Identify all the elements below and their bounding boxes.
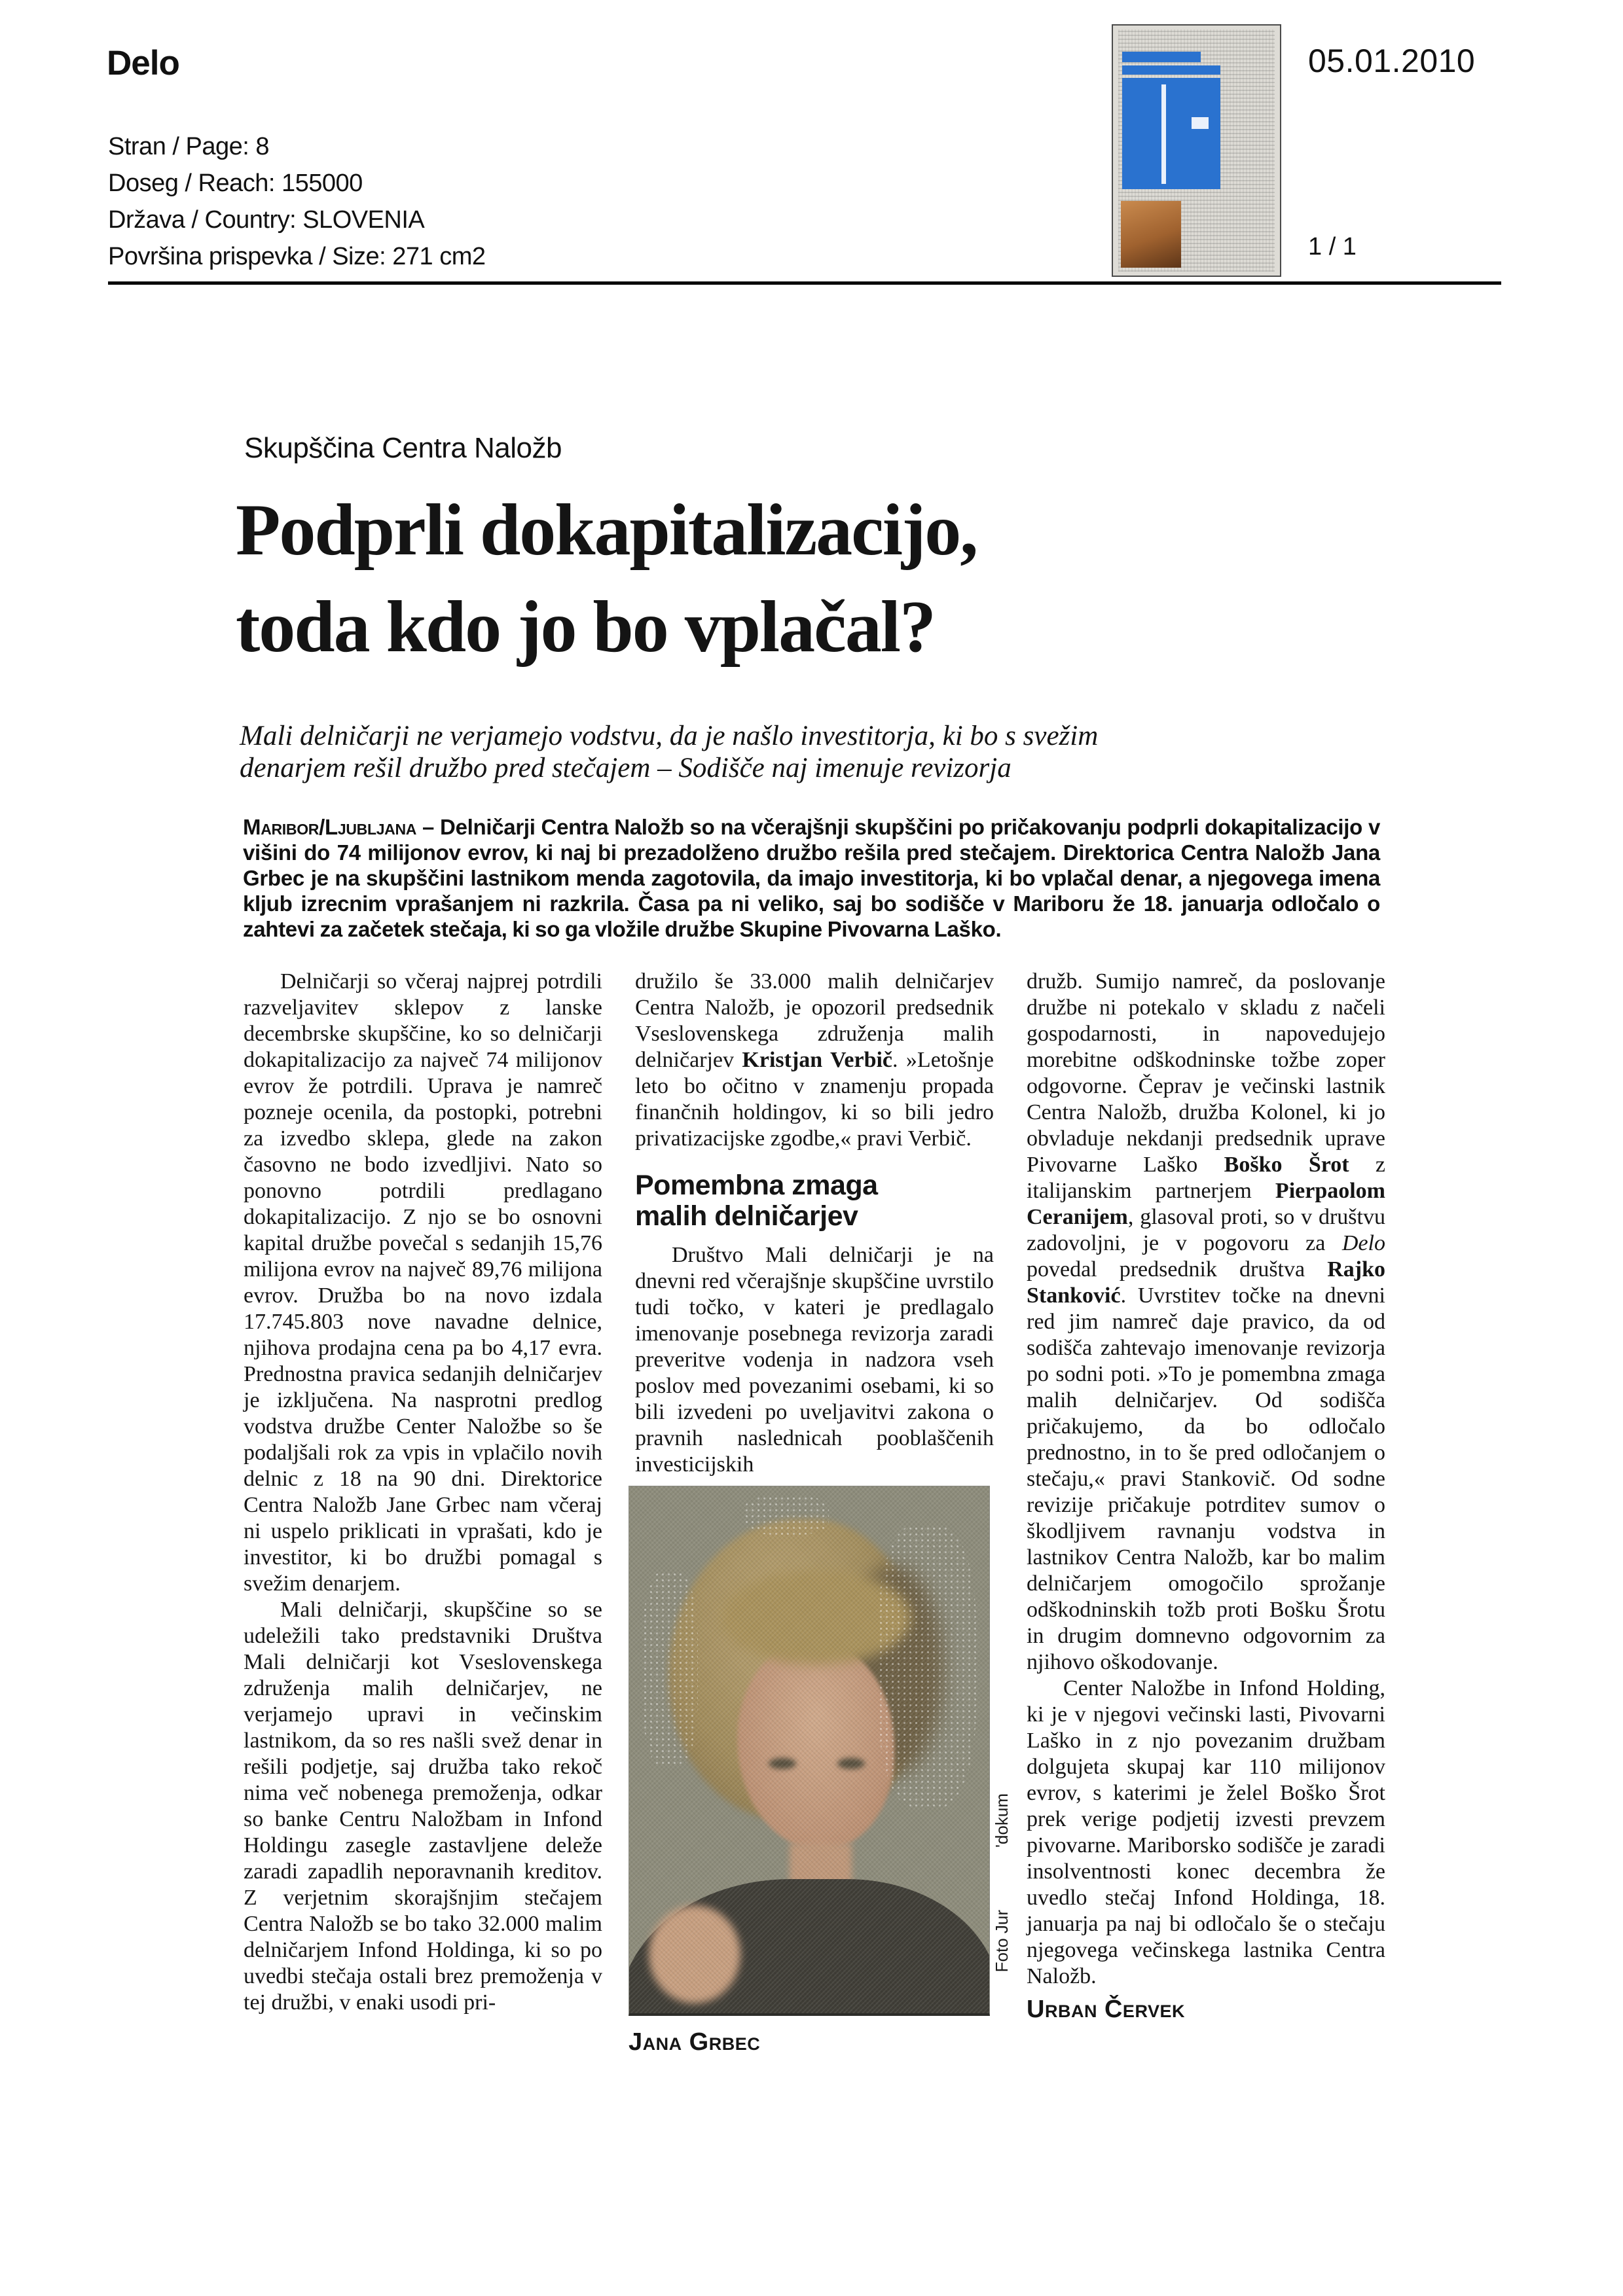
photo-neck-shape <box>790 1843 852 1905</box>
thumbnail-highlighted-article <box>1122 78 1220 189</box>
subhead-line-2: malih delničarjev <box>635 1200 858 1232</box>
thumbnail-highlight-strip <box>1122 65 1220 75</box>
header-divider-rule <box>108 281 1501 285</box>
subhead-line-1: Pomembna zmaga <box>635 1170 878 1201</box>
body-column-3 <box>1027 969 1385 2022</box>
article-headline <box>236 482 977 675</box>
article-kicker: Skupščina Centra Naložb <box>244 432 562 464</box>
paragraph: Center Naložbe in Infond Holding, ki je v njegovi večinski lasti, Pivovarni Laško in z njo povezanim družbam dolgujeta skupaj kar 110 milijonov evrov, s katerimi je želel Boško Šrot prek verige podjetij izvesti prevzem pivovarne. Mariborsko sodišče je zaradi insolventnosti konec decembra že uvedlo stečaj Infond Holdinga, 18. januarja pa naj bi odločalo še o stečaju njegovega večinskega lastnika Centra Naložb. <box>1027 1676 1385 1988</box>
photo-caption: Jana Grbec <box>629 2028 761 2056</box>
photo-credit-fragment: 'dokum <box>992 1793 1012 1848</box>
headline-line-1: Podprli dokapitalizacijo, <box>236 490 977 571</box>
paragraph: Društvo Mali delničarji je na dnevni red včerajšnje skupščine uvrstilo tudi točko, v kateri je predlagalo imenovanje posebnega revizorja zaradi preveritve vodenja in nadzora vseh poslov med povezanimi osebami, ki so bili izvedeni po uveljavitvi zakona o pravnih naslednicah pooblaščenih investicijskih <box>635 1243 994 1477</box>
photo-halftone-speckle <box>642 1571 698 1768</box>
publication-title: Delo <box>107 44 179 82</box>
newspaper-page-thumbnail <box>1112 24 1281 277</box>
photo-hand-shape <box>649 1905 740 2003</box>
photo-halftone-speckle <box>744 1496 829 1535</box>
paragraph: Mali delničarji, skupščine so se udeležili tako predstavniki Društva Mali delničarji kot Vseslovenskega združenja malih delničarjev, ne verjamejo upravi in večinskim lastnikom, da so res našli svež denar in rešili podjetje, saj družba tako rekoč nima več nobenega premoženja, odkar so banke Centru Naložbam in Infond Holdingu zasegle zastavljene deleže zaradi zapadlih neporavnanih kreditov. Z verjetnim skorajšnjim stečajem Centra Naložb se bo tako 32.000 malim delničarjem Infond Holdinga, ki so po uvedbi stečaja ostali brez premoženja v tej družbi, v enaki usodi pri- <box>244 1598 602 2015</box>
photo-face-shape <box>737 1640 894 1850</box>
article-subheadline <box>240 720 1098 784</box>
thumbnail-column-gap <box>1161 84 1166 184</box>
paragraph: družilo še 33.000 malih delničarjev Centra Naložb, je opozoril predsednik Vseslovenskega združenja malih delničarjev Kristjan Verbič. »Letošnje leto bo očitno v znamenju propada finančnih holdingov, ki so bili jedro privatizacijske zgodbe,« pravi Verbič. <box>635 969 994 1151</box>
photo-eye-shape <box>769 1758 796 1769</box>
clipping-date: 05.01.2010 <box>1308 43 1476 79</box>
clipping-metadata <box>108 128 486 275</box>
photo-fringe-shape <box>721 1570 911 1665</box>
photo-hair-shape <box>668 1519 917 1820</box>
paragraph: Delničarji so včeraj najprej potrdili razveljavitev sklepov z lanske decembrske skupščine, ko so delničarji dokapitalizacijo za največ 74 milijonov evrov že potrdili. Uprava je namreč pozneje ocenila, da postopki, potrebni za izvedbo sklepa, glede na zakon časovno ne bodo izvedljivi. Nato so ponovno potrdili predlagano dokapitalizacijo. Z njo se bo osnovni kapital družbe povečal s sedanjih 15,76 milijona evrov na največ 89,76 milijona evrov. Družba bo na novo izdala 17.745.803 nove navadne delnice, njihova prodajna cena pa bo 4,17 evra. Prednostna pravica sedanjih delničarjev je izključena. Na nasprotni predlog vodstva družbe Center Naložbe so še podaljšali rok za vpis in vplačilo novih delnic z 18 na 90 dni. Direktorice Centra Naložb Jane Grbec nam včeraj ni uspelo priklicati in vprašati, kdo je investitor, ki bo družbi pomagal s svežim denarjem. <box>244 969 602 1596</box>
body-column-1 <box>244 969 602 2016</box>
photo-credit-fragment: Foto Jur <box>992 1910 1012 1973</box>
portrait-photo-block <box>629 1486 1012 2056</box>
meta-page: Stran / Page: 8 <box>108 133 269 160</box>
subheadline-line-2: denarjem rešil družbo pred stečajem – Sodišče naj imenuje revizorja <box>240 753 1012 783</box>
photo-hair-shadow-shape <box>845 1565 943 1774</box>
photo-eye-shape <box>837 1758 865 1769</box>
article-author: Urban Červek <box>1027 1996 1185 2023</box>
article-lead-paragraph: Maribor/Ljubljana – Delničarji Centra Naložb so na včerajšnji skupščini po pričakovanju podprli dokapitalizacijo v višini do 74 milijonov evrov, ki naj bi prezadolženo družbo rešila pred stečajem. Direktorica Centra Naložb Jana Grbec je na skupščini lastnikom menda zagotovila, da imajo investitorja, ki bo vplačal denar, a njegovega imena kljub izrecnim vprašanjem ni razkrila. Časa pa ni veliko, saj bo sodišče v Mariboru že 18. januarja odločalo o zahtevi za začetek stečaja, ki so ga vložile družbe Skupine Pivovarna Laško. <box>243 815 1380 941</box>
meta-country: Država / Country: SLOVENIA <box>108 206 425 234</box>
photo-credit-vertical <box>993 1486 1015 2016</box>
paragraph: družb. Sumijo namreč, da poslovanje družbe ni potekalo v skladu z načeli gospodarnosti, in napovedujejo morebitne odškodninske tožbe zoper odgovorne. Čeprav je večinski lastnik Centra Naložb, družba Kolonel, ki jo obvladuje nekdanji predsednik uprave Pivovarne Laško Boško Šrot z italijanskim partnerjem Pierpaolom Ceranijem, glasoval proti, so v društvu zadovoljni, je v pogovoru za Delo povedal predsednik društva Rajko Stanković. Uvrstitev točke na dnevni red jim namreč daje pravico, da od sodišča zahtevajo imenovanje revizorja po sodni poti. »To je pomembna zmaga malih delničarjev. Od sodišča pričakujemo, da bo odločalo prednostno, in to še pred odločanjem o stečaju,« pravi Stankovič. Od sodne revizije pričakuje potrditev sumov o škodljivem ravnanju vodstva in lastnikov Centra Naložb, kar bo malim delničarjem omogočilo sprožanje odškodninskih tožb proti Bošku Šrotu in drugim domnevno odgovornim za njihovo oškodovanje. <box>1027 969 1386 1674</box>
photo-halftone-speckle <box>878 1526 976 1807</box>
headline-line-2: toda kdo jo bo vplačal? <box>236 586 935 668</box>
body-column-2 <box>629 969 1012 2056</box>
section-subhead <box>635 1170 994 1232</box>
page-indicator: 1 / 1 <box>1308 233 1357 260</box>
thumbnail-photo-block <box>1121 201 1181 268</box>
portrait-photo-jana-grbec <box>629 1486 990 2016</box>
photo-jacket-shape <box>629 1879 990 2016</box>
subheadline-line-1: Mali delničarji ne verjamejo vodstvu, da je našlo investitorja, ki bo s svežim <box>240 721 1099 751</box>
meta-reach: Doseg / Reach: 155000 <box>108 170 363 197</box>
thumbnail-highlight-strip <box>1122 52 1201 62</box>
meta-size: Površina prispevka / Size: 271 cm2 <box>108 243 486 270</box>
thumbnail-white-box <box>1192 117 1209 129</box>
